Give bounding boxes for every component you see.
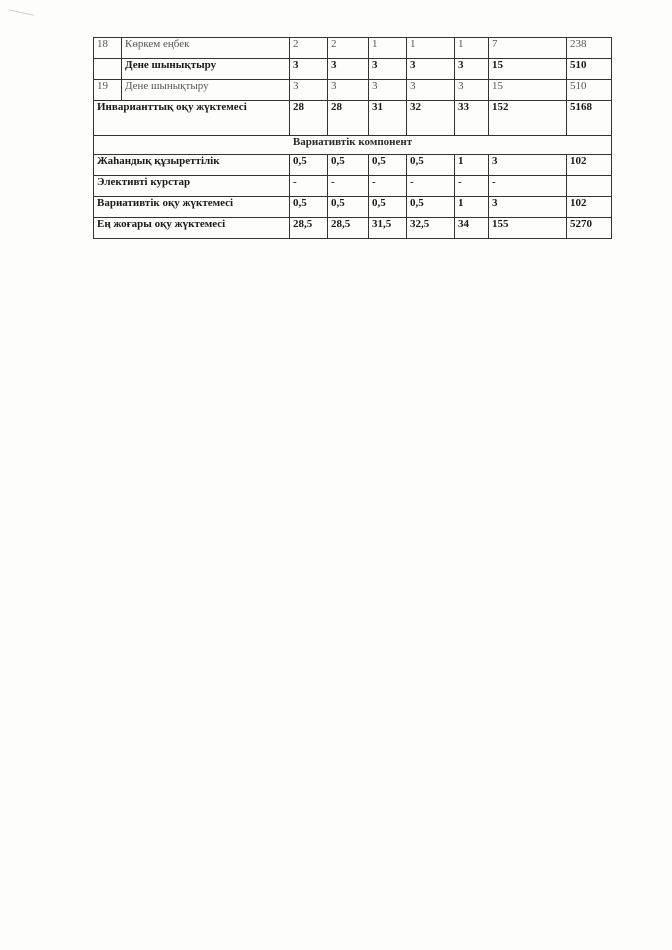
total-hours: 3 [489, 155, 567, 176]
total-hours: 3 [489, 197, 567, 218]
grade-value: 2 [328, 38, 369, 59]
grade-value: 3 [369, 59, 407, 80]
year-hours: 510 [567, 80, 612, 101]
subject-name: Вариативтік оқу жүктемесі [94, 197, 290, 218]
grade-value: 0,5 [407, 197, 455, 218]
grade-value: 0,5 [290, 155, 328, 176]
row-number: 19 [94, 80, 122, 101]
grade-value: 0,5 [407, 155, 455, 176]
year-hours: 5270 [567, 218, 612, 239]
grade-value: 0,5 [369, 197, 407, 218]
section-header-row [94, 136, 612, 155]
row-number [94, 59, 122, 80]
grade-value: 28,5 [328, 218, 369, 239]
curriculum-table [93, 37, 612, 239]
total-hours: 7 [489, 38, 567, 59]
subject-name: Дене шынықтыру [122, 59, 290, 80]
grade-value: 28 [290, 101, 328, 136]
grade-value: 0,5 [328, 197, 369, 218]
table-row [94, 101, 612, 136]
grade-value: 3 [328, 80, 369, 101]
year-hours: 102 [567, 197, 612, 218]
grade-value: 1 [455, 197, 489, 218]
grade-value: 0,5 [290, 197, 328, 218]
table-row [94, 38, 612, 59]
grade-value: 28 [328, 101, 369, 136]
grade-value: 3 [290, 80, 328, 101]
total-hours: 152 [489, 101, 567, 136]
grade-value: 34 [455, 218, 489, 239]
grade-value: 3 [407, 80, 455, 101]
grade-value: 1 [407, 38, 455, 59]
grade-value: 0,5 [328, 155, 369, 176]
table-row [94, 155, 612, 176]
year-hours: 102 [567, 155, 612, 176]
year-hours: 238 [567, 38, 612, 59]
grade-value: 33 [455, 101, 489, 136]
grade-value: - [290, 176, 328, 197]
grade-value: 3 [407, 59, 455, 80]
grade-value: 1 [455, 155, 489, 176]
subject-name: Инварианттық оқу жүктемесі [94, 101, 290, 136]
grade-value: 3 [290, 59, 328, 80]
grade-value: 3 [369, 80, 407, 101]
grade-value: 1 [369, 38, 407, 59]
year-hours: 510 [567, 59, 612, 80]
grade-value: - [369, 176, 407, 197]
grade-value: - [407, 176, 455, 197]
year-hours [567, 176, 612, 197]
table-row [94, 80, 612, 101]
table-row [94, 218, 612, 239]
grade-value: - [328, 176, 369, 197]
grade-value: 1 [455, 38, 489, 59]
grade-value: 31 [369, 101, 407, 136]
section-title: Вариативтік компонент [94, 136, 612, 155]
row-number: 18 [94, 38, 122, 59]
total-hours: 15 [489, 80, 567, 101]
subject-name: Көркем еңбек [122, 38, 290, 59]
subject-name: Ең жоғары оқу жүктемесі [94, 218, 290, 239]
subject-name: Дене шынықтыру [122, 80, 290, 101]
grade-value: 3 [455, 80, 489, 101]
grade-value: 31,5 [369, 218, 407, 239]
table-row [94, 176, 612, 197]
subject-name: Элективті курстар [94, 176, 290, 197]
subject-name: Жаһандық құзыреттілік [94, 155, 290, 176]
table-row [94, 59, 612, 80]
grade-value: 2 [290, 38, 328, 59]
table-row [94, 197, 612, 218]
grade-value: 3 [455, 59, 489, 80]
grade-value: 32 [407, 101, 455, 136]
total-hours: 155 [489, 218, 567, 239]
grade-value: 32,5 [407, 218, 455, 239]
grade-value: - [455, 176, 489, 197]
scan-mark [8, 9, 34, 18]
grade-value: 28,5 [290, 218, 328, 239]
total-hours: - [489, 176, 567, 197]
grade-value: 0,5 [369, 155, 407, 176]
grade-value: 3 [328, 59, 369, 80]
total-hours: 15 [489, 59, 567, 80]
year-hours: 5168 [567, 101, 612, 136]
